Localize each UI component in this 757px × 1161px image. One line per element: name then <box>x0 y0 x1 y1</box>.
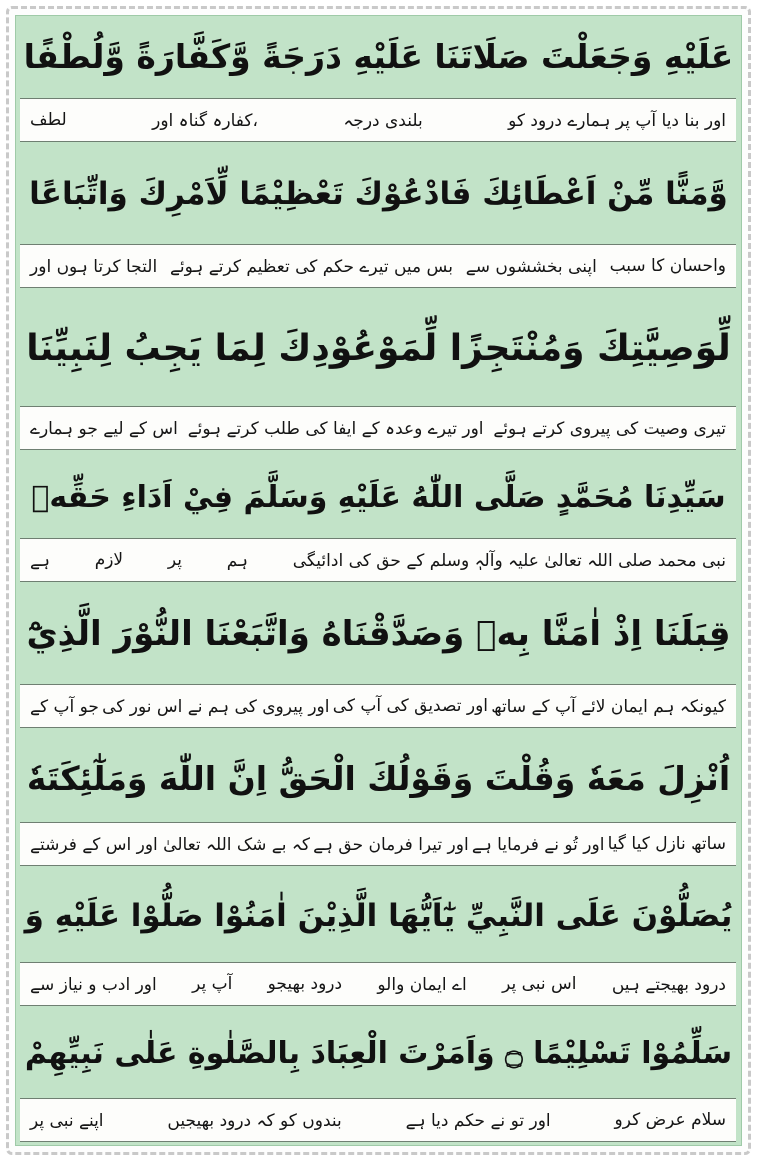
translation-segment: ہم <box>226 550 248 571</box>
translation-segment: اس کے لیے جو ہمارے <box>30 418 178 439</box>
translation-segment: آپ پر <box>192 974 233 994</box>
translation-segment: اور تصدیق کی آپ کی <box>332 696 489 716</box>
translation-segment: کہ بے شک اللہ تعالیٰ اور اس کے فرشتے <box>30 834 310 855</box>
translation-segment: اور ادب و نیاز سے <box>30 974 157 995</box>
translation-segment: بلندی درجہ <box>343 110 423 131</box>
translation-line-8 <box>20 1098 736 1142</box>
prayer-page <box>16 16 741 1145</box>
translation-segment: اپنی بخششوں سے <box>465 256 597 277</box>
translation-segment: نبی محمد صلی اللہ تعالیٰ علیہ وآلہٖ وسلم کے حق کی ادائیگی <box>292 550 726 571</box>
translation-line-7 <box>20 962 736 1006</box>
translation-segment: اے ایمان والو <box>377 974 467 995</box>
translation-segment: کیونکہ ہم ایمان لائے آپ کے ساتھ <box>491 696 726 717</box>
translation-segment: اور بنا دیا آپ پر ہمارے درود کو <box>508 110 726 131</box>
translation-segment: بس میں تیرے حکم کی تعظیم کرتے ہوئے <box>169 256 453 277</box>
arabic-line-1: عَلَيْهِ وَجَعَلْتَ صَلَاتَنَا عَلَيْهِ دَرَجَةً وَّكَفَّارَةً وَّلُطْفًا <box>23 36 734 76</box>
arabic-line-5: قِبَلَنَا اِذْ اٰمَنَّا بِهٖ وَصَدَّقْنَاهُ وَاتَّبَعْنَا النُّوْرَ الَّذِيْٓ <box>26 614 731 654</box>
translation-line-1 <box>20 98 736 142</box>
translation-segment: درود بھیجتے ہیں <box>611 974 726 995</box>
translation-line-5 <box>20 684 736 728</box>
translation-segment: سلام عرض کرو <box>614 1110 726 1130</box>
translation-segment: جو آپ کے <box>30 696 99 717</box>
translation-segment: درود بھیجو <box>267 974 343 994</box>
translation-segment: اور تو نے حکم دیا ہے <box>405 1110 551 1131</box>
translation-segment: اور پیروی کی ہم نے اس نور کی <box>102 696 330 717</box>
translation-line-6 <box>20 822 736 866</box>
translation-segment: واحسان کا سبب <box>609 256 726 276</box>
translation-segment: ،کفارہ گناہ اور <box>152 110 258 131</box>
translation-segment: اور تُو نے فرمایا ہے <box>471 834 605 855</box>
translation-segment: لازم <box>94 550 124 570</box>
translation-segment: بندوں کو کہ درود بھیجیں <box>167 1110 342 1131</box>
arabic-line-8: سَلِّمُوْا تَسْلِيْمًا ۝ وَاَمَرْتَ الْعِبَادَ بِالصَّلٰوةِ عَلٰى نَبِيِّهِمْ <box>24 1035 733 1071</box>
arabic-line-7: يُصَلُّوْنَ عَلَى النَّبِيِّ يٰٓاَيُّهَا الَّذِيْنَ اٰمَنُوْا صَلُّوْا عَلَيْهِ وَ <box>24 898 733 934</box>
translation-segment: لطف <box>30 110 67 130</box>
arabic-line-6: اُنْزِلَ مَعَهٗ وَقُلْتَ وَقَوْلُكَ الْحَقُّ اِنَّ اللّٰهَ وَمَلٰٓئِكَتَهٗ <box>26 758 731 798</box>
arabic-line-2: وَّمَنًّا مِّنْ اَعْطَائِكَ فَادْعُوْكَ تَعْظِيْمًا لِّاَمْرِكَ وَاتِّبَاعًا <box>29 176 728 212</box>
translation-segment: تیری وصیت کی پیروی کرتے ہوئے <box>493 418 726 439</box>
translation-line-3 <box>20 406 736 450</box>
translation-segment: ہے <box>30 550 50 571</box>
arabic-line-3: لِّوَصِيَّتِكَ وَمُنْتَجِزًا لِّمَوْعُوْدِكَ لِمَا يَجِبُ لِنَبِيِّنَا <box>26 327 731 369</box>
translation-segment: پر <box>167 550 182 570</box>
arabic-line-4: سَيِّدِنَا مُحَمَّدٍ صَلَّى اللّٰهُ عَلَيْهِ وَسَلَّمَ فِيْ اَدَاءِ حَقِّهٖ <box>31 479 726 515</box>
translation-segment: اور تیرے وعدہ کے ایفا کی طلب کرتے ہوئے <box>187 418 484 439</box>
translation-segment: اور تیرا فرمان حق ہے <box>313 834 469 855</box>
translation-line-4 <box>20 538 736 582</box>
translation-segment: التجا کرتا ہوں اور <box>30 256 158 277</box>
translation-line-2 <box>20 244 736 288</box>
translation-segment: اس نبی پر <box>502 974 577 994</box>
translation-segment: ساتھ نازل کیا گیا <box>607 834 726 854</box>
translation-segment: اپنے نبی پر <box>30 1110 104 1131</box>
